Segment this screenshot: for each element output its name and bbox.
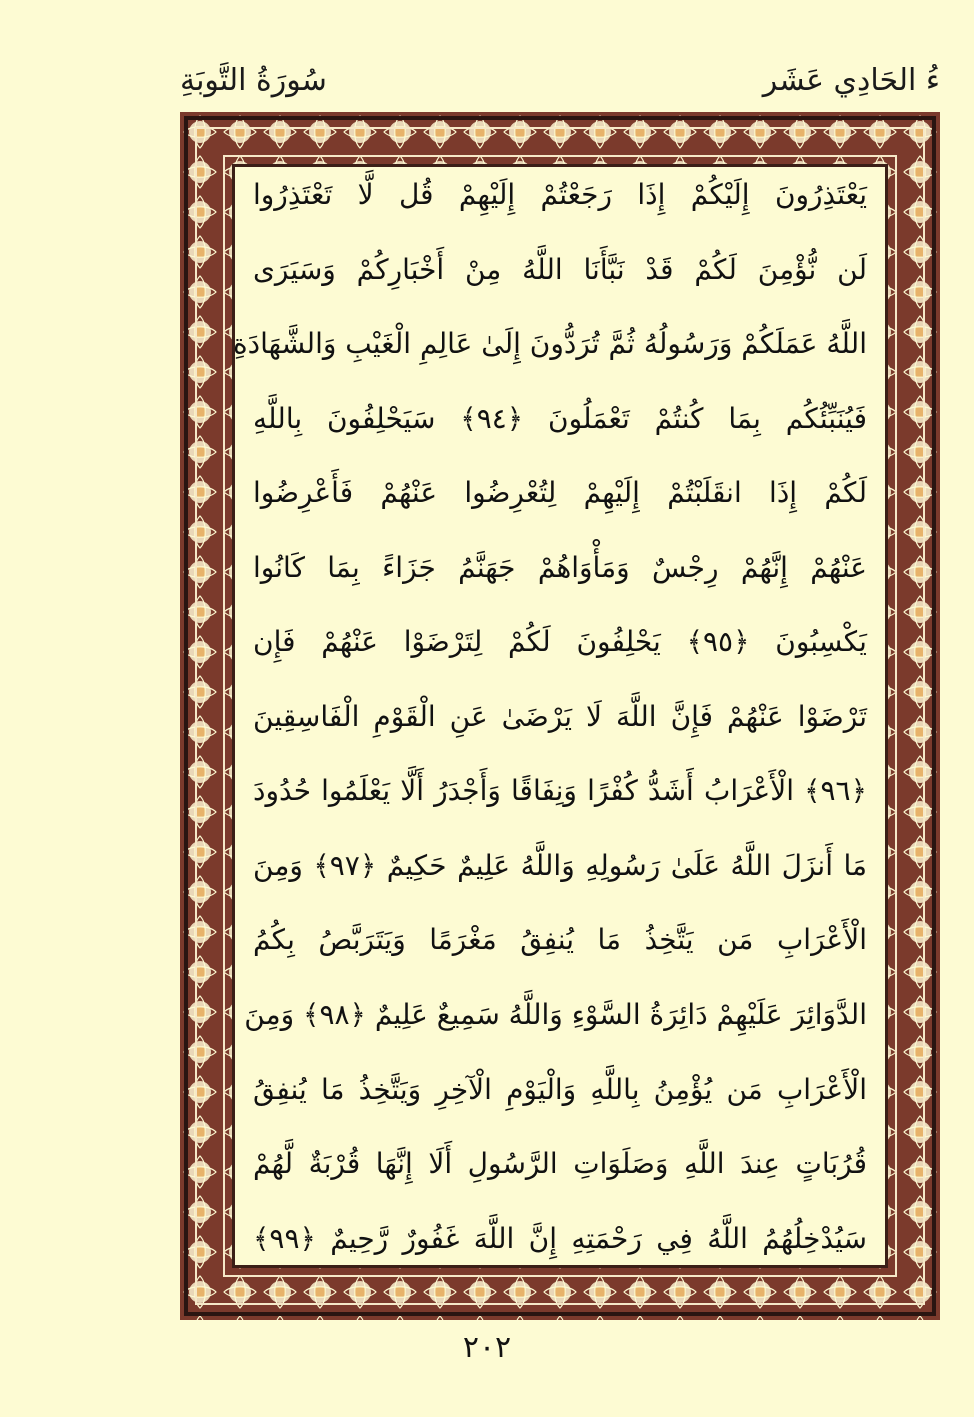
verse-line: يَعْتَذِرُونَ إِلَيْكُمْ إِذَا رَجَعْتُمْ إِلَيْهِمْ قُل لَّا تَعْتَذِرُوا xyxy=(253,178,867,211)
verse-line: يَكْسِبُونَ ﴿٩٥﴾ يَحْلِفُونَ لَكُمْ لِتَرْضَوْا عَنْهُمْ فَإِن xyxy=(253,625,867,659)
text-panel xyxy=(232,164,888,1268)
page-header xyxy=(180,55,940,105)
verse-line: الْأَعْرَابِ مَن يَتَّخِذُ مَا يُنفِقُ مَغْرَمًا وَيَتَرَبَّصُ بِكُمُ xyxy=(253,923,867,957)
verse-line: اللَّهُ عَمَلَكُمْ وَرَسُولُهُ ثُمَّ تُرَدُّونَ إِلَىٰ عَالِمِ الْغَيْبِ وَالشَّهَادَةِ xyxy=(233,327,867,361)
juz-title: ءُ الحَادِي عَشَر xyxy=(762,63,940,98)
verse-line: عَنْهُمْ إِنَّهُمْ رِجْسٌ وَمَأْوَاهُمْ جَهَنَّمُ جَزَاءً بِمَا كَانُوا xyxy=(253,550,867,584)
verse-line: الْأَعْرَابِ مَن يُؤْمِنُ بِاللَّهِ وَالْيَوْمِ الْآخِرِ وَيَتَّخِذُ مَا يُنفِقُ xyxy=(253,1072,867,1106)
verse-line: قُرُبَاتٍ عِندَ اللَّهِ وَصَلَوَاتِ الرَّسُولِ أَلَا إِنَّهَا قُرْبَةٌ لَّهُمْ xyxy=(253,1147,867,1181)
verse-line: لَن نُّؤْمِنَ لَكُمْ قَدْ نَبَّأَنَا اللَّهُ مِنْ أَخْبَارِكُمْ وَسَيَرَى xyxy=(253,252,867,286)
verse-lines xyxy=(233,178,867,1255)
verse-line: تَرْضَوْا عَنْهُمْ فَإِنَّ اللَّهَ لَا يَرْضَىٰ عَنِ الْقَوْمِ الْفَاسِقِينَ xyxy=(253,699,867,733)
surah-title: سُورَةُ التَّوبَةِ xyxy=(180,63,327,98)
verse-line: فَيُنَبِّئُكُم بِمَا كُنتُمْ تَعْمَلُونَ ﴿٩٤﴾ سَيَحْلِفُونَ بِاللَّهِ xyxy=(253,401,867,435)
verse-line: سَيُدْخِلُهُمُ اللَّهُ فِي رَحْمَتِهِ إِنَّ اللَّهَ غَفُورٌ رَّحِيمٌ ﴿٩٩﴾ xyxy=(253,1221,867,1255)
ornamental-frame xyxy=(180,112,940,1320)
verse-line: مَا أَنزَلَ اللَّهُ عَلَىٰ رَسُولِهِ وَاللَّهُ عَلِيمٌ حَكِيمٌ ﴿٩٧﴾ وَمِنَ xyxy=(253,848,867,882)
verse-line: ﴿٩٦﴾ الْأَعْرَابُ أَشَدُّ كُفْرًا وَنِفَاقًا وَأَجْدَرُ أَلَّا يَعْلَمُوا حُدُودَ xyxy=(253,774,867,808)
page-number: ٢٠٢ xyxy=(462,1330,512,1365)
verse-line: الدَّوَائِرَ عَلَيْهِمْ دَائِرَةُ السَّوْءِ وَاللَّهُ سَمِيعٌ عَلِيمٌ ﴿٩٨﴾ وَمِنَ xyxy=(244,998,867,1032)
verse-line: لَكُمْ إِذَا انقَلَبْتُمْ إِلَيْهِمْ لِتُعْرِضُوا عَنْهُمْ فَأَعْرِضُوا xyxy=(253,476,867,510)
